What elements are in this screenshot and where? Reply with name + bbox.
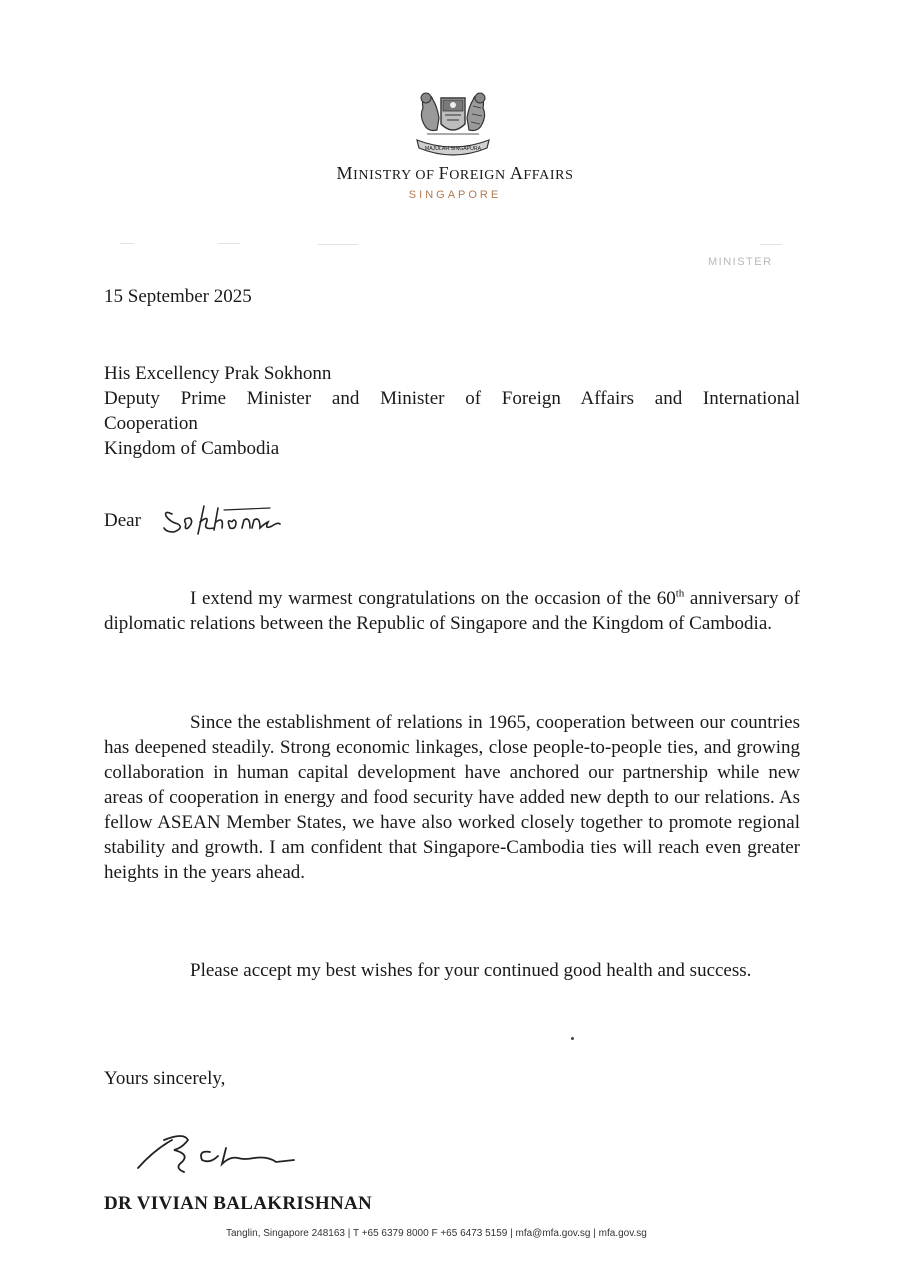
minister-watermark: MINISTER bbox=[708, 256, 773, 268]
paragraph-relations: Since the establishment of relations in 1965, cooperation between our countries has deepened steadily. Strong economic linkages, close people-to-people ties, and growing collaboration in human capital development have anchored our partnership while new areas of cooperation in energy and food security have added new depth to our relations. As fellow ASEAN Member States, we have also worked closely together to promote regional stability and growth. I am confident that Singapore-Cambodia ties will reach even greater heights in the years ahead. bbox=[104, 712, 800, 883]
recipient-name: His Excellency Prak Sokhonn bbox=[104, 363, 332, 384]
paragraph-best-wishes: Please accept my best wishes for your continued good health and success. bbox=[190, 960, 752, 981]
handwritten-salutation-name bbox=[160, 500, 310, 540]
ministry-name: MINISTRY OF FOREIGN AFFAIRS bbox=[336, 163, 574, 183]
recipient-title-line2: Cooperation bbox=[104, 413, 198, 434]
closing: Yours sincerely, bbox=[104, 1068, 226, 1089]
coat-of-arms-icon bbox=[407, 84, 499, 160]
divider bbox=[318, 244, 358, 245]
salutation: Dear bbox=[104, 510, 141, 531]
divider bbox=[218, 243, 240, 244]
divider bbox=[760, 244, 782, 245]
recipient-country: Kingdom of Cambodia bbox=[104, 438, 280, 459]
ministry-country: SINGAPORE bbox=[408, 189, 502, 201]
recipient-title-line1: Deputy Prime Minister and Minister of Foreign Affairs and International bbox=[104, 388, 800, 409]
divider bbox=[120, 243, 134, 244]
crest-motto: MAJULAH SINGAPURA bbox=[424, 146, 482, 152]
stray-dot bbox=[571, 1037, 574, 1040]
letter-date: 15 September 2025 bbox=[104, 286, 252, 307]
signatory-name: DR VIVIAN BALAKRISHNAN bbox=[104, 1193, 373, 1214]
signature-icon bbox=[134, 1128, 306, 1176]
paragraph-congratulations: I extend my warmest congratulations on the occasion of the 60th anniversary of diplomatic relations between the Republic of Singapore and the Kingdom of Cambodia. bbox=[104, 587, 800, 634]
footer-address: Tanglin, Singapore 248163 | T +65 6379 8000 F +65 6473 5159 | mfa@mfa.gov.sg | mfa.gov.sg bbox=[226, 1228, 647, 1239]
